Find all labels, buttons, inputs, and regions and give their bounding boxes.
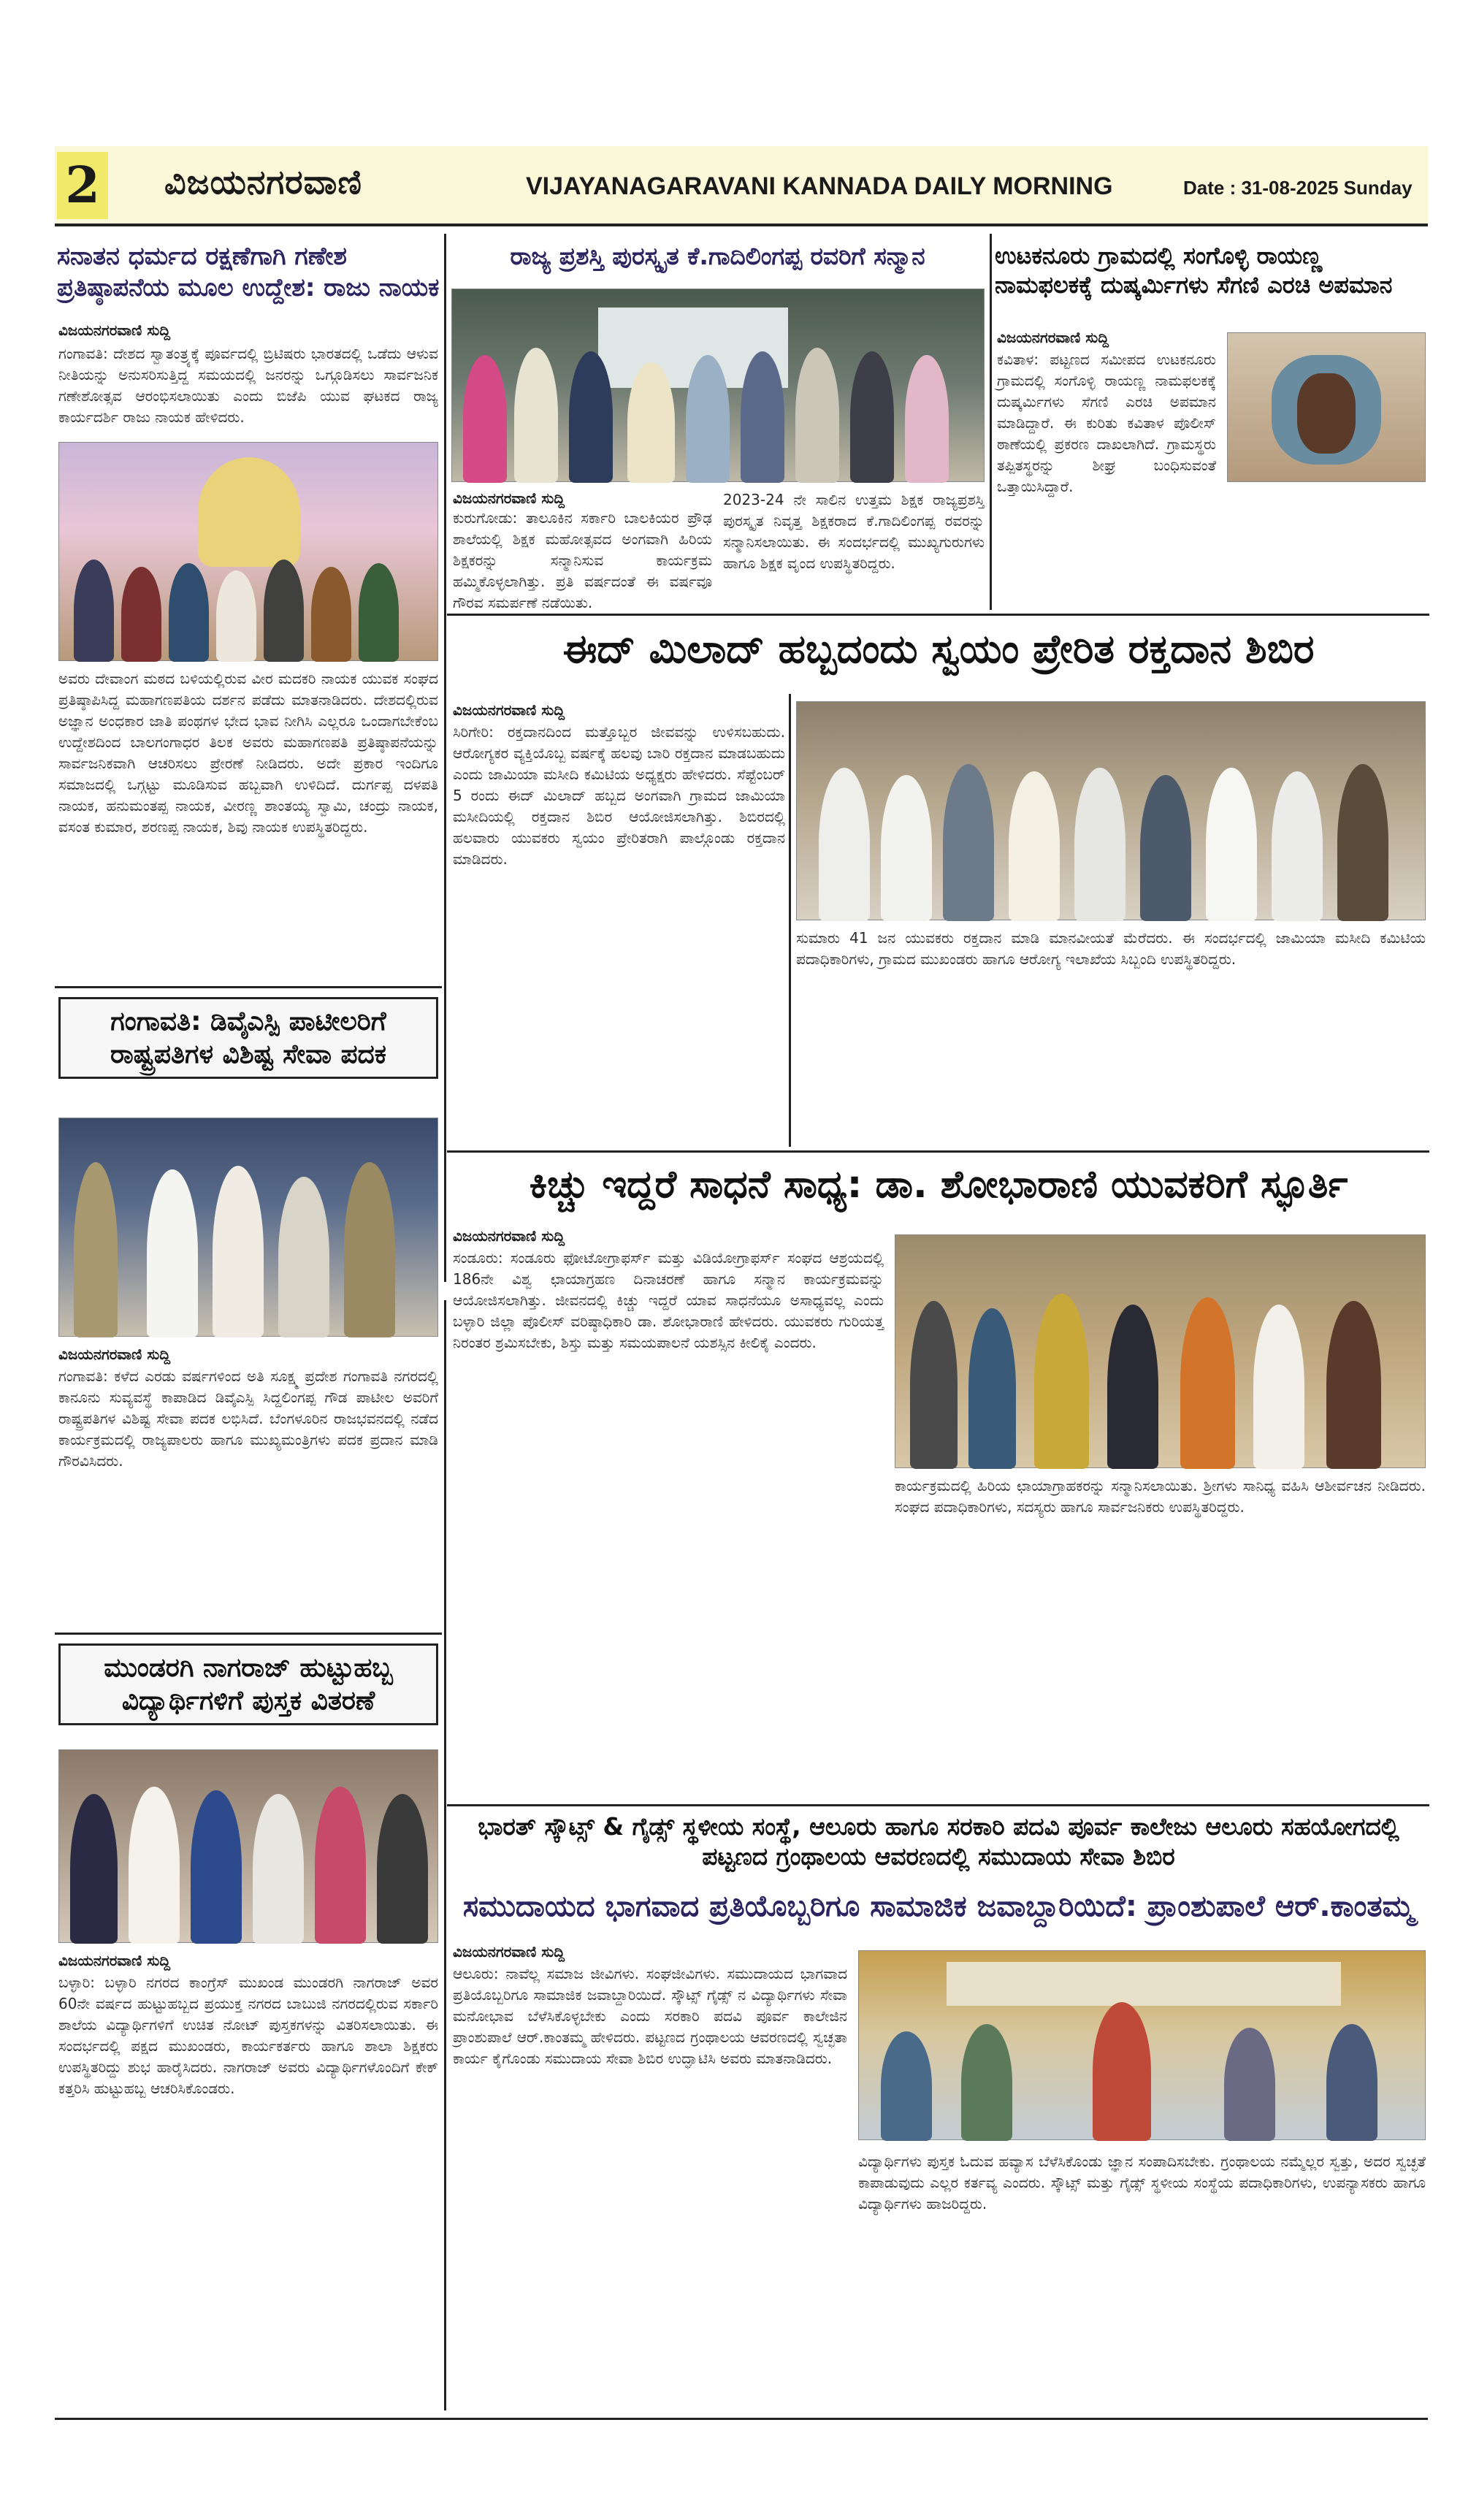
police-medal-headline: ಗಂಗಾವತಿ: ಡಿವೈಎಸ್ಪಿ ಪಾಟೀಲರಿಗೆ ರಾಷ್ಟ್ರಪತಿಗಳ ವಿಶಿಷ್ಟ ಸೇವಾ ಪದಕ — [58, 997, 438, 1079]
eid-credit: ವಿಜಯನಗರವಾಣಿ ಸುದ್ದಿ — [453, 701, 565, 719]
scouts-headline: ಸಮುದಾಯದ ಭಾಗವಾದ ಪ್ರತಿಯೊಬ್ಬರಿಗೂ ಸಾಮಾಜಿಕ ಜವಾಬ್ದಾರಿಯಿದೆ: ಪ್ರಾಂಶುಪಾಲೆ ಆರ್.ಕಾಂತಮ್ಮ — [462, 1890, 1415, 1923]
eid-photo — [796, 701, 1426, 920]
column-rule — [444, 234, 446, 1282]
section-rule — [55, 986, 442, 988]
scouts-body-2: ವಿದ್ಯಾರ್ಥಿಗಳು ಪುಸ್ತಕ ಓದುವ ಹವ್ಯಾಸ ಬೆಳೆಸಿಕೊಂಡು ಜ್ಞಾನ ಸಂಪಾದಿಸಬೇಕು. ಗ್ರಂಥಾಲಯ ನಮ್ಮೆಲ್ಲರ ಸ್ವತ್ತು, ಅದರ ಸ್ವಚ್ಛತೆ ಕಾಪಾಡುವುದು ಎಲ್ಲರ ಕರ್ತವ್ಯ ಎಂದರು. ಸ್ಕೌಟ್ಸ್ ಮತ್ತು ಗೈಡ್ಸ್ ಸ್ಥಳೀಯ ಸಂಸ್ಥೆಯ ಪದಾಧಿಕಾರಿಗಳು, ಉಪನ್ಯಾಸಕರು ಹಾಗೂ ವಿದ್ಯಾರ್ಥಿಗಳು ಹಾಜರಿದ್ದರು. — [858, 2153, 1426, 2212]
gadilingappa-body-1: ಕುರುಗೋಡು: ತಾಲೂಕಿನ ಸರ್ಕಾರಿ ಬಾಲಕಿಯರ ಪ್ರೌಢ ಶಾಲೆಯಲ್ಲಿ ಶಿಕ್ಷಕ ಮಹೋತ್ಸವದ ಅಂಗವಾಗಿ ಹಿರಿಯ ಶಿಕ್ಷಕರನ್ನು ಸನ್ಮಾನಿಸುವ ಕಾರ್ಯಕ್ರಮ ಹಮ್ಮಿಕೊಳ್ಳಲಾಗಿತ್ತು. ಪ್ರತಿ ವರ್ಷದಂತೆ ಈ ವರ್ಷವೂ ಗೌರವ ಸಮರ್ಪಣೆ ನಡೆಯಿತು. — [453, 509, 712, 611]
gadilingappa-body-2: 2023-24 ನೇ ಸಾಲಿನ ಉತ್ತಮ ಶಿಕ್ಷಕ ರಾಜ್ಯಪ್ರಶಸ್ತಿ ಪುರಸ್ಕೃತ ನಿವೃತ್ತ ಶಿಕ್ಷಕರಾದ ಕೆ.ಗಾದಿಲಿಂಗಪ್ಪ ರವರನ್ನು ಸನ್ಮಾನಿಸಲಾಯಿತು. ಈ ಸಂದರ್ಭದಲ್ಲಿ ಮುಖ್ಯಗುರುಗಳು ಹಾಗೂ ಶಿಕ್ಷಕ ವೃಂದ ಉಪಸ್ಥಿತರಿದ್ದರು. — [723, 491, 985, 572]
column-rule — [990, 234, 992, 610]
scouts-credit: ವಿಜಯನಗರವಾಣಿ ಸುದ್ದಿ — [453, 1943, 565, 1960]
gadilingappa-headline: ರಾಜ್ಯ ಪ್ರಶಸ್ತಿ ಪುರಸ್ಕೃತ ಕೆ.ಗಾದಿಲಿಂಗಪ್ಪ ರವರಿಗೆ ಸನ್ಮಾನ — [510, 242, 925, 270]
rayanna-photo — [1227, 332, 1426, 482]
shobharani-body-2: ಕಾರ್ಯಕ್ರಮದಲ್ಲಿ ಹಿರಿಯ ಛಾಯಾಗ್ರಾಹಕರನ್ನು ಸನ್ಮಾನಿಸಲಾಯಿತು. ಶ್ರೀಗಳು ಸಾನಿಧ್ಯ ವಹಿಸಿ ಆಶೀರ್ವಚನ ನೀಡಿದರು. ಸಂಘದ ಪದಾಧಿಕಾರಿಗಳು, ಸದಸ್ಯರು ಹಾಗೂ ಸಾರ್ವಜನಿಕರು ಉಪಸ್ಥಿತರಿದ್ದರು. — [895, 1477, 1426, 1516]
nagaraj-photo — [58, 1749, 438, 1943]
rayanna-headline: ಉಟಕನೂರು ಗ್ರಾಮದಲ್ಲಿ ಸಂಗೊಳ್ಳಿ ರಾಯಣ್ಣ ನಾಮಫಲಕಕ್ಕೆ ದುಷ್ಕರ್ಮಿಗಳು ಸೆಗಣಿ ಎರಚಿ ಅಪಮಾನ — [995, 242, 1393, 299]
ganesha-body: ಅವರು ದೇವಾಂಗ ಮಠದ ಬಳಿಯಲ್ಲಿರುವ ವೀರ ಮದಕರಿ ನಾಯಕ ಯುವಕ ಸಂಘದ ಪ್ರತಿಷ್ಠಾಪಿಸಿದ್ದ ಮಹಾಗಣಪತಿಯ ದರ್ಶನ ಪಡೆದು ಮಾತನಾಡಿದರು. ದೇಶದಲ್ಲಿರುವ ಅಜ್ಞಾನ ಅಂಧಕಾರ ಜಾತಿ ಪಂಥಗಳ ಭೇದ ಭಾವ ನೀಗಿಸಿ ಎಲ್ಲರೂ ಒಂದಾಗಬೇಕೆಂಬ ಉದ್ದೇಶದಿಂದ ಬಾಲಗಂಗಾಧರ ತಿಲಕ ಅವರು ಮಹಾಗಣಪತಿ ಪ್ರತಿಷ್ಠಾಪನೆಯನ್ನು ಸಾರ್ವಜನಿಕವಾಗಿ ಆಚರಿಸಲು ಪ್ರೇರಣೆ ನೀಡಿದರು. ಅದೇ ಪ್ರಕಾರ ಇಂದಿಗೂ ಸಮಾಜದಲ್ಲಿ ಒಗ್ಗಟ್ಟು ಮೂಡಿಸುವ ಹಬ್ಬವಾಗಿ ಉಳಿದಿದೆ. ದುರ್ಗಪ್ಪ ದಳಪತಿ ನಾಯಕ, ಹನುಮಂತಪ್ಪ ನಾಯಕ, ವೀರಣ್ಣ ಶಾಂತಯ್ಯ ಸ್ವಾಮಿ, ಚಂದ್ರು ನಾಯಕ, ವಸಂತ ಕುಮಾರ, ಶರಣಪ್ಪ ನಾಯಕ, ಶಿವು ನಾಯಕ ಉಪಸ್ಥಿತರಿದ್ದರು. — [58, 670, 438, 836]
section-rule — [447, 1804, 1429, 1806]
ganesha-photo — [58, 442, 438, 661]
section-rule — [447, 1150, 1429, 1153]
paper-name-kannada: ವಿಜಯನಗರವಾಣಿ — [164, 162, 362, 202]
rayanna-body: ಕವಿತಾಳ: ಪಟ್ಟಣದ ಸಮೀಪದ ಉಟಕನೂರು ಗ್ರಾಮದಲ್ಲಿ ಸಂಗೊಳ್ಳಿ ರಾಯಣ್ಣ ನಾಮಫಲಕಕ್ಕೆ ದುಷ್ಕರ್ಮಿಗಳು ಸೆಗಣಿ ಎರಚಿ ಅಪಮಾನ ಮಾಡಿದ್ದಾರೆ. ಈ ಕುರಿತು ಕವಿತಾಳ ಪೊಲೀಸ್ ಠಾಣೆಯಲ್ಲಿ ಪ್ರಕರಣ ದಾಖಲಾಗಿದೆ. ಗ್ರಾಮಸ್ಥರು ತಪ್ಪಿತಸ್ಥರನ್ನು ಶೀಘ್ರ ಬಂಧಿಸುವಂತೆ ಒತ್ತಾಯಿಸಿದ್ದಾರೆ. — [997, 351, 1216, 495]
nagaraj-credit: ವಿಜಯನಗರವಾಣಿ ಸುದ್ದಿ — [58, 1952, 171, 1969]
gadilingappa-credit: ವಿಜಯನಗರವಾಣಿ ಸುದ್ದಿ — [453, 489, 565, 507]
paper-name-english: VIJAYANAGARAVANI KANNADA DAILY MORNING — [526, 172, 1113, 200]
shobharani-body-1: ಸಂಡೂರು: ಸಂಡೂರು ಫೋಟೋಗ್ರಾಫರ್ಸ್ ಮತ್ತು ವಿಡಿಯೋಗ್ರಾಫರ್ಸ್ ಸಂಘದ ಆಶ್ರಯದಲ್ಲಿ 186ನೇ ವಿಶ್ವ ಛಾಯಾಗ್ರಹಣ ದಿನಾಚರಣೆ ಹಾಗೂ ಸನ್ಮಾನ ಕಾರ್ಯಕ್ರಮವನ್ನು ಆಯೋಜಿಸಲಾಗಿತ್ತು. ಜೀವನದಲ್ಲಿ ಕಿಚ್ಚು ಇದ್ದರೆ ಯಾವ ಸಾಧನೆಯೂ ಅಸಾಧ್ಯವಲ್ಲ ಎಂದು ಬಳ್ಳಾರಿ ಜಿಲ್ಲಾ ಪೊಲೀಸ್ ವರಿಷ್ಠಾಧಿಕಾರಿ ಡಾ. ಶೋಭಾರಾಣಿ ಹೇಳಿದರು. ಯುವಕರು ಗುರಿಯತ್ತ ನಿರಂತರ ಶ್ರಮಿಸಬೇಕು, ಶಿಸ್ತು ಮತ್ತು ಸಮಯಪಾಲನೆ ಯಶಸ್ಸಿನ ಕೀಲಿಕೈ ಎಂದರು. — [453, 1249, 884, 1351]
police-medal-credit: ವಿಜಯನಗರವಾಣಿ ಸುದ್ದಿ — [58, 1345, 171, 1363]
nagaraj-headline: ಮುಂಡರಗಿ ನಾಗರಾಜ್ ಹುಟ್ಟುಹಬ್ಬ ವಿದ್ಯಾರ್ಥಿಗಳಿಗೆ ಪುಸ್ತಕ ವಿತರಣೆ — [58, 1643, 438, 1725]
eid-body-2: ಸುಮಾರು 41 ಜನ ಯುವಕರು ರಕ್ತದಾನ ಮಾಡಿ ಮಾನವೀಯತೆ ಮೆರೆದರು. ಈ ಸಂದರ್ಭದಲ್ಲಿ ಜಾಮಿಯಾ ಮಸೀದಿ ಕಮಿಟಿಯ ಪದಾಧಿಕಾರಿಗಳು, ಗ್ರಾಮದ ಮುಖಂಡರು ಹಾಗೂ ಆರೋಗ್ಯ ಇಲಾಖೆಯ ಸಿಬ್ಬಂದಿ ಉಪಸ್ಥಿತರಿದ್ದರು. — [796, 929, 1426, 968]
page-number: 2 — [57, 152, 108, 219]
column-rule — [444, 1300, 446, 2410]
scouts-body-1: ಆಲೂರು: ನಾವೆಲ್ಲ ಸಮಾಜ ಜೀವಿಗಳು. ಸಂಘಜೀವಿಗಳು. ಸಮುದಾಯದ ಭಾಗವಾದ ಪ್ರತಿಯೊಬ್ಬರಿಗೂ ಸಾಮಾಜಿಕ ಜವಾಬ್ದಾರಿಯಿದೆ. ಸ್ಕೌಟ್ಸ್ ಗೈಡ್ಸ್ ನ ವಿದ್ಯಾರ್ಥಿಗಳು ಸೇವಾ ಮನೋಭಾವ ಬೆಳೆಸಿಕೊಳ್ಳಬೇಕು ಎಂದು ಸರಕಾರಿ ಪದವಿ ಪೂರ್ವ ಕಾಲೇಜಿನ ಪ್ರಾಂಶುಪಾಲೆ ಆರ್.ಕಾಂತಮ್ಮ ಹೇಳಿದರು. ಪಟ್ಟಣದ ಗ್ರಂಥಾಲಯ ಆವರಣದಲ್ಲಿ ಸ್ವಚ್ಛತಾ ಕಾರ್ಯ ಕೈಗೊಂಡು ಸಮುದಾಯ ಸೇವಾ ಶಿಬಿರ ಉದ್ಘಾಟಿಸಿ ಅವರು ಮಾತನಾಡಿದರು. — [453, 1965, 847, 2067]
section-rule — [55, 1633, 442, 1635]
eid-body-1: ಸಿರಿಗೇರಿ: ರಕ್ತದಾನದಿಂದ ಮತ್ತೊಬ್ಬರ ಜೀವವನ್ನು ಉಳಿಸಬಹುದು. ಆರೋಗ್ಯಕರ ವ್ಯಕ್ತಿಯೊಬ್ಬ ವರ್ಷಕ್ಕೆ ಹಲವು ಬಾರಿ ರಕ್ತದಾನ ಮಾಡಬಹುದು ಎಂದು ಜಾಮಿಯಾ ಮಸೀದಿ ಕಮಿಟಿಯ ಅಧ್ಯಕ್ಷರು ಹೇಳಿದರು. ಸೆಪ್ಟೆಂಬರ್ 5 ರಂದು ಈದ್ ಮಿಲಾದ್ ಹಬ್ಬದ ಅಂಗವಾಗಿ ಗ್ರಾಮದ ಜಾಮಿಯಾ ಮಸೀದಿಯಲ್ಲಿ ರಕ್ತದಾನ ಶಿಬಿರ ಆಯೋಜಿಸಲಾಗಿತ್ತು. ಶಿಬಿರದಲ್ಲಿ ಹಲವಾರು ಯುವಕರು ಸ್ವಯಂ ಪ್ರೇರಿತರಾಗಿ ಪಾಲ್ಗೊಂಡು ರಕ್ತದಾನ ಮಾಡಿದರು. — [453, 723, 785, 868]
shobharani-photo — [895, 1234, 1426, 1468]
ganesha-credit: ವಿಜಯನಗರವಾಣಿ ಸುದ್ದಿ — [58, 321, 171, 339]
ganesha-headline: ಸನಾತನ ಧರ್ಮದ ರಕ್ಷಣೆಗಾಗಿ ಗಣೇಶ ಪ್ರತಿಷ್ಠಾಪನೆಯ ಮೂಲ ಉದ್ದೇಶ: ರಾಜು ನಾಯಕ — [57, 242, 440, 302]
gadilingappa-photo — [451, 289, 985, 482]
shobharani-credit: ವಿಜಯನಗರವಾಣಿ ಸುದ್ದಿ — [453, 1227, 565, 1245]
rayanna-credit: ವಿಜಯನಗರವಾಣಿ ಸುದ್ದಿ — [997, 329, 1109, 346]
ganesha-lead: ಗಂಗಾವತಿ: ದೇಶದ ಸ್ವಾತಂತ್ರ್ಯಕ್ಕೆ ಪೂರ್ವದಲ್ಲಿ ಬ್ರಿಟಿಷರು ಭಾರತದಲ್ಲಿ ಒಡೆದು ಆಳುವ ನೀತಿಯನ್ನು ಅನುಸರಿಸುತ್ತಿದ್ದ ಸಮಯದಲ್ಲಿ ಜನರನ್ನು ಒಗ್ಗೂಡಿಸಲು ಸಾರ್ವಜನಿಕ ಗಣೇಶೋತ್ಸವ ಆರಂಭಿಸಲಾಯಿತು ಎಂದು ಬಿಜೆಪಿ ಯುವ ಘಟಕದ ರಾಜ್ಯ ಕಾರ್ಯದರ್ಶಿ ರಾಜು ನಾಯಕ ಹೇಳಿದರು. — [58, 345, 438, 426]
eid-headline: ಈದ್ ಮಿಲಾದ್ ಹಬ್ಬದಂದು ಸ್ವಯಂ ಪ್ರೇರಿತ ರಕ್ತದಾನ ಶಿಬಿರ — [562, 626, 1315, 672]
issue-date: Date : 31-08-2025 Sunday — [1183, 177, 1413, 199]
police-medal-photo — [58, 1118, 438, 1337]
scouts-subhead: ಭಾರತ್ ಸ್ಕೌಟ್ಸ್ & ಗೈಡ್ಸ್ ಸ್ಥಳೀಯ ಸಂಸ್ಥೆ, ಆಲೂರು ಹಾಗೂ ಸರಕಾರಿ ಪದವಿ ಪೂರ್ವ ಕಾಲೇಜು ಆಲೂರು ಸಹಯೋಗದಲ್ಲಿ ಪಟ್ಟಣದ ಗ್ರಂಥಾಲಯ ಆವರಣದಲ್ಲಿ ಸಮುದಾಯ ಸೇವಾ ಶಿಬಿರ — [478, 1812, 1399, 1871]
column-rule — [789, 694, 791, 1147]
rayanna-body-continued — [997, 486, 1426, 610]
police-medal-body: ಗಂಗಾವತಿ: ಕಳೆದ ಎರಡು ವರ್ಷಗಳಿಂದ ಅತಿ ಸೂಕ್ಷ್ಮ ಪ್ರದೇಶ ಗಂಗಾವತಿ ನಗರದಲ್ಲಿ ಕಾನೂನು ಸುವ್ಯವಸ್ಥೆ ಕಾಪಾಡಿದ ಡಿವೈಎಸ್ಪಿ ಸಿದ್ದಲಿಂಗಪ್ಪ ಗೌಡ ಪಾಟೀಲ ಅವರಿಗೆ ರಾಷ್ಟ್ರಪತಿಗಳ ವಿಶಿಷ್ಟ ಸೇವಾ ಪದಕ ಲಭಿಸಿದೆ. ಬೆಂಗಳೂರಿನ ರಾಜಭವನದಲ್ಲಿ ನಡೆದ ಕಾರ್ಯಕ್ರಮದಲ್ಲಿ ರಾಜ್ಯಪಾಲರು ಹಾಗೂ ಮುಖ್ಯಮಂತ್ರಿಗಳು ಪದಕ ಪ್ರದಾನ ಮಾಡಿ ಗೌರವಿಸಿದರು. — [58, 1367, 438, 1470]
nagaraj-body: ಬಳ್ಳಾರಿ: ಬಳ್ಳಾರಿ ನಗರದ ಕಾಂಗ್ರೆಸ್ ಮುಖಂಡ ಮುಂಡರಗಿ ನಾಗರಾಜ್ ಅವರ 60ನೇ ವರ್ಷದ ಹುಟ್ಟುಹಬ್ಬದ ಪ್ರಯುಕ್ತ ನಗರದ ಬಾಬುಜಿ ನಗರದಲ್ಲಿರುವ ಸರ್ಕಾರಿ ಶಾಲೆಯ ವಿದ್ಯಾರ್ಥಿಗಳಿಗೆ ಉಚಿತ ನೋಟ್ ಪುಸ್ತಕಗಳನ್ನು ವಿತರಿಸಲಾಯಿತು. ಈ ಸಂದರ್ಭದಲ್ಲಿ ಪಕ್ಷದ ಮುಖಂಡರು, ಕಾರ್ಯಕರ್ತರು ಹಾಗೂ ಶಾಲಾ ಶಿಕ್ಷಕರು ಉಪಸ್ಥಿತರಿದ್ದು ಶುಭ ಹಾರೈಸಿದರು. ನಾಗರಾಜ್ ಅವರು ವಿದ್ಯಾರ್ಥಿಗಳೊಂದಿಗೆ ಕೇಕ್ ಕತ್ತರಿಸಿ ಹುಟ್ಟುಹಬ್ಬ ಆಚರಿಸಿಕೊಂಡರು. — [58, 1974, 438, 2097]
shobharani-headline: ಕಿಚ್ಚು ಇದ್ದರೆ ಸಾಧನೆ ಸಾಧ್ಯ: ಡಾ. ಶೋಭಾರಾಣಿ ಯುವಕರಿಗೆ ಸ್ಫೂರ್ತಿ — [529, 1163, 1348, 1207]
page-bottom-rule — [55, 2418, 1428, 2420]
scouts-photo — [858, 1950, 1426, 2140]
section-rule — [447, 614, 1429, 616]
